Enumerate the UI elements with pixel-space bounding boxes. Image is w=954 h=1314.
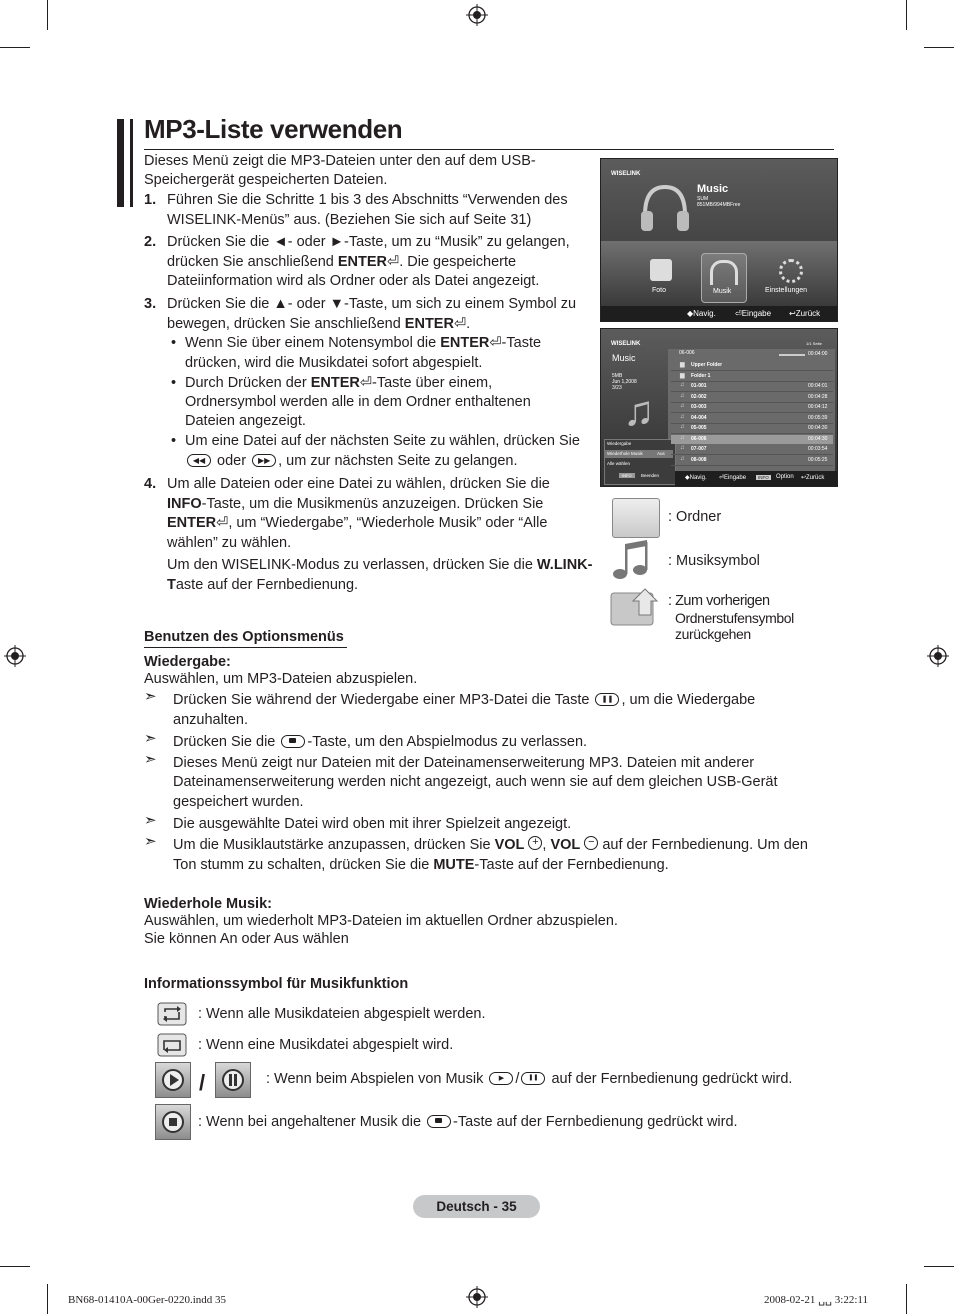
step-text: Führen Sie die Schritte 1 bis 3 des Abschnitts “Verwenden des (167, 192, 568, 208)
return-icon: ↩ (789, 309, 796, 318)
wiederhole-text: Auswählen, um wiederholt MP3-Dateien im aktuellen Ordner abzuspielen. (144, 913, 618, 929)
heading-underline (144, 647, 347, 648)
screen-sub: 851MB/994MBFree (697, 202, 741, 208)
info-all-text: : Wenn alle Musikdateien abgespielt werden. (198, 1006, 486, 1022)
note-arrow-icon: ➣ (144, 812, 157, 829)
top-time: 00:04:00 (808, 351, 828, 357)
file-row[interactable] (671, 424, 833, 434)
step-number: 1. (144, 192, 157, 208)
music-note-icon: ♫ (680, 434, 685, 441)
music-note-icon: ♫ (680, 424, 685, 430)
note-text: anzuhalten. (173, 712, 248, 728)
registration-mark-icon (927, 645, 949, 667)
page-number: Deutsch - 35 (436, 1199, 517, 1214)
enter-icon: ⏎ (216, 515, 229, 531)
note-arrow-icon: ➣ (144, 833, 157, 850)
slash-separator: / (199, 1070, 206, 1095)
file-time: 00:04:30 (808, 425, 828, 431)
file-time: 00:04:28 (808, 393, 828, 400)
music-note-icon: ♫ (680, 445, 685, 451)
note-text: Um die Musiklautstärke anzupassen, drücken Sie VOL + , VOL − auf der Fernbedienung. Um den (173, 836, 808, 853)
page-title: MP3-Liste verwenden (144, 114, 403, 144)
screen-sub: SUM (697, 196, 709, 202)
file-name: 07-007 (691, 446, 707, 452)
bullet-text: Durch Drücken der ENTER⏎-Taste über einem, (185, 375, 493, 391)
bullet-mark: • (171, 375, 177, 391)
file-name: 04-004 (691, 414, 707, 421)
crop-mark (924, 47, 954, 48)
music-note-icon: ♫ (680, 403, 685, 409)
enter-icon: ⏎ (719, 475, 725, 481)
left-info: 3/23 (612, 385, 622, 391)
bullet-text: Wenn Sie über einem Notensymbol die ENTER⏎-Taste (185, 335, 542, 351)
left-info: Jun 1,2008 (612, 379, 637, 385)
music-note-icon: ♫ (680, 392, 685, 399)
bullet-text: Um eine Datei auf der nächsten Seite zu wählen, drücken Sie (185, 433, 580, 449)
bullet-mark: • (171, 335, 177, 351)
stop-button-icon (281, 735, 305, 748)
crop-mark (906, 0, 907, 30)
screen-title: Music (697, 183, 729, 195)
left-info: 5MB (612, 373, 623, 379)
step-text: Drücken Sie die ◄- oder ►-Taste, um zu “Musik” zu gelangen, (167, 234, 570, 250)
step-number: 4. (144, 476, 157, 492)
crop-mark (0, 1266, 30, 1267)
note-arrow-icon: ➣ (144, 730, 157, 747)
step-number: 3. (144, 296, 157, 312)
file-row[interactable] (671, 403, 833, 413)
step-text: Taste auf der Fernbedienung. (167, 577, 359, 593)
file-name: 08-008 (691, 456, 707, 463)
crop-mark (47, 1284, 48, 1314)
file-row[interactable] (671, 372, 833, 382)
tab-foto[interactable]: Foto (646, 255, 676, 299)
file-time: 00:04:12 (808, 404, 828, 410)
crop-mark (0, 47, 30, 48)
legend-up: zurückgehen (675, 626, 751, 642)
pause-button-icon: ❚❚ (521, 1072, 545, 1085)
nav-arrows-icon: ◆ (685, 475, 690, 481)
legend-folder: : Ordner (668, 509, 722, 525)
step-text: bewegen, drücken Sie anschließend ENTER⏎. (167, 316, 471, 332)
step-text: ENTER⏎, um “Wiedergabe”, “Wiederhole Musik” oder “Alle (167, 515, 548, 531)
file-time: 00:03:54 (808, 446, 828, 452)
file-name: 01-001 (691, 383, 707, 389)
footer-eingabe: ⏎Eingabe (735, 309, 772, 318)
note-arrow-icon: ➣ (144, 688, 157, 705)
file-name: Folder 1 (691, 372, 711, 379)
left-title: Music (612, 353, 636, 363)
crop-mark (924, 1266, 954, 1267)
registration-mark-icon (466, 4, 488, 26)
crop-mark (906, 1284, 907, 1314)
tab-einstellungen[interactable]: Einstellungen (761, 255, 821, 299)
step-text: drücken Sie anschließend ENTER⏎. Die gespeicherte (167, 254, 517, 270)
music-note-icon: ♫ (623, 387, 655, 434)
option-alle[interactable]: Alle wählen (607, 461, 631, 466)
file-row[interactable] (671, 361, 833, 371)
file-row[interactable] (671, 382, 833, 392)
step-text: Dateiinformation wird als Ordner oder als Datei angezeigt. (167, 273, 540, 289)
step-text: wählen” zu wählen. (167, 535, 292, 551)
fast-forward-button-icon: ▶▶ (252, 454, 276, 467)
music-note-icon (611, 540, 649, 582)
enter-icon: ⏎ (489, 335, 502, 351)
minus-icon: − (584, 836, 598, 850)
wiselink-main-screenshot (600, 158, 838, 322)
file-row[interactable] (671, 456, 833, 466)
wiselink-logo: WISELINK (611, 171, 641, 177)
title-rule (144, 149, 834, 150)
step-text: Um den WISELINK-Modus zu verlassen, drücken Sie die W.LINK- (167, 557, 593, 573)
file-time: 00:04:01 (808, 383, 828, 389)
file-row[interactable] (671, 414, 833, 424)
title-bar-decoration (124, 119, 130, 207)
folder-icon: ▆ (680, 372, 685, 379)
pause-button-icon: ❚❚ (595, 693, 619, 706)
step-number: 2. (144, 234, 157, 250)
note-arrow-icon: ➣ (144, 751, 157, 768)
nav-arrows-icon: ◆ (687, 309, 694, 318)
crop-mark (47, 0, 48, 30)
legend-up: Ordnerstufensymbol (675, 610, 794, 626)
print-file-info: BN68-01410A-00Ger-0220.indd 35 (68, 1294, 227, 1306)
info-stop-text: : Wenn bei angehaltener Musik die -Taste auf der Fernbedienung gedrückt wird. (198, 1114, 738, 1130)
pause-icon (215, 1062, 251, 1098)
gear-icon (779, 259, 803, 283)
option-wiederhole[interactable]: Wiederhole Musik (607, 451, 643, 456)
file-time: 00:05:39 (808, 414, 828, 421)
registration-mark-icon (4, 645, 26, 667)
note-text: Drücken Sie die -Taste, um den Abspielmodus zu verlassen. (173, 734, 588, 750)
file-time: 00:04:30 (808, 435, 828, 442)
stop-icon (155, 1104, 191, 1140)
option-info-key: INFO (619, 473, 635, 478)
note-text: Die ausgewählte Datei wird oben mit ihrer Spielzeit angezeigt. (173, 816, 572, 832)
step-text: INFO-Taste, um die Musikmenüs anzuzeigen. Drücken Sie (167, 496, 544, 512)
footer-zurueck: ↩Zurück (801, 475, 825, 481)
intro-line: Speichergerät gespeicherten Dateien. (144, 172, 388, 188)
tab-musik[interactable]: Musik (701, 253, 747, 303)
option-exit[interactable]: Beenden (641, 473, 660, 478)
plus-icon: + (528, 836, 542, 850)
file-name: 02-002 (691, 393, 707, 400)
wiederhole-text: Sie können An oder Aus wählen (144, 931, 349, 947)
note-text: Drücken Sie während der Wiedergabe einer MP3-Datei die Taste ❚❚ , um die Wiedergabe (173, 692, 756, 708)
file-row[interactable] (671, 435, 833, 444)
registration-mark-icon (466, 1286, 488, 1308)
footer-zurueck: ↩Zurück (789, 309, 821, 318)
footer-info-key: INFO (758, 475, 769, 480)
enter-icon: ⏎ (735, 309, 742, 318)
step-text: Drücken Sie die ▲- oder ▼-Taste, um sich zu einem Symbol zu (167, 296, 577, 312)
note-text: Dateinamenserweiterung werden nicht angezeigt, auch wenn sie auf dem gleichen USB-Gerät (173, 774, 778, 790)
info-play-text: : Wenn beim Abspielen von Musik ▶ / ❚❚ auf der Fernbedienung gedrückt wird. (266, 1071, 793, 1087)
file-name: 05-005 (691, 425, 707, 431)
page-indicator: 1/1 Seite (806, 341, 822, 346)
bullet-text: ◀◀ oder ▶▶ , um zur nächsten Seite zu gelangen. (185, 451, 518, 471)
bullet-text: Ordnersymbol werden alle in dem Ordner enthaltenen (185, 394, 531, 410)
music-note-icon: ♫ (680, 413, 685, 420)
photo-icon (650, 259, 672, 281)
footer-eingabe: ⏎Eingabe (719, 475, 747, 481)
option-value: Aus (657, 451, 665, 456)
play-button-icon: ▶ (489, 1072, 513, 1085)
file-row[interactable] (671, 393, 833, 403)
folder-up-icon (609, 585, 665, 629)
current-folder: 06-006 (679, 350, 695, 356)
file-name: Upper Folder (691, 362, 723, 368)
repeat-all-icon (157, 1002, 187, 1026)
file-row[interactable] (671, 445, 833, 455)
wiedergabe-heading: Wiedergabe: (144, 654, 231, 670)
rewind-button-icon: ◀◀ (187, 454, 211, 467)
intro-line: Dieses Menü zeigt die MP3-Dateien unter den auf dem USB- (144, 153, 536, 169)
folder-icon (612, 498, 660, 538)
footer-option: Option (776, 474, 794, 480)
file-name: 06-006 (691, 435, 707, 442)
return-icon: ↩ (801, 475, 807, 481)
repeat-one-icon (157, 1033, 187, 1057)
step-text: WISELINK-Menüs” aus. (Beziehen Sie sich auf Seite 31) (167, 212, 532, 228)
bullet-text: Dateien angezeigt. (185, 413, 306, 429)
footer-navig: ◆Navig. (685, 475, 707, 481)
legend-up: : Zum vorherigen (668, 593, 770, 609)
enter-icon: ⏎ (453, 316, 467, 332)
wiselink-logo: WISELINK (611, 341, 641, 347)
music-list-screenshot (600, 328, 838, 487)
wiederhole-heading: Wiederhole Musik: (144, 896, 272, 912)
enter-icon: ⏎ (387, 254, 400, 270)
file-time: 00:05:25 (808, 456, 828, 463)
music-note-icon: ♫ (680, 455, 685, 462)
play-icon (155, 1062, 191, 1098)
enter-icon: ⏎ (359, 375, 373, 391)
note-text: Dieses Menü zeigt nur Dateien mit der Dateinamenserweiterung MP3. Dateien mit anderer (173, 755, 755, 771)
note-text: Ton stumm zu schalten, drücken Sie die MUTE-Taste auf der Fernbedienung. (173, 857, 669, 873)
info-heading: Informationssymbol für Musikfunktion (144, 976, 409, 992)
bullet-text: drücken, wird die Musikdatei sofort abgespielt. (185, 355, 483, 371)
print-date-info: 2008-02-21 ␣␣ 3:22:11 (764, 1294, 868, 1306)
music-note-icon: ♫ (680, 382, 685, 388)
file-name: 03-003 (691, 404, 707, 410)
wiedergabe-text: Auswählen, um MP3-Dateien abzuspielen. (144, 671, 418, 687)
bullet-mark: • (171, 433, 177, 449)
headphones-icon (635, 177, 695, 237)
option-wiedergabe[interactable]: Wiedergabe (607, 441, 632, 446)
stop-button-icon (427, 1115, 451, 1128)
footer-navig: ◆Navig. (687, 309, 716, 318)
note-text: gespeichert wurden. (173, 794, 304, 810)
info-one-text: : Wenn eine Musikdatei abgespielt wird. (198, 1037, 454, 1053)
step-text: Um alle Dateien oder eine Datei zu wählen, drücken Sie die (167, 476, 550, 492)
headphones-icon (710, 260, 738, 285)
folder-icon: ▆ (680, 362, 685, 368)
options-heading: Benutzen des Optionsmenüs (144, 629, 344, 645)
legend-music: : Musiksymbol (668, 553, 760, 569)
progress-bar (779, 354, 805, 356)
